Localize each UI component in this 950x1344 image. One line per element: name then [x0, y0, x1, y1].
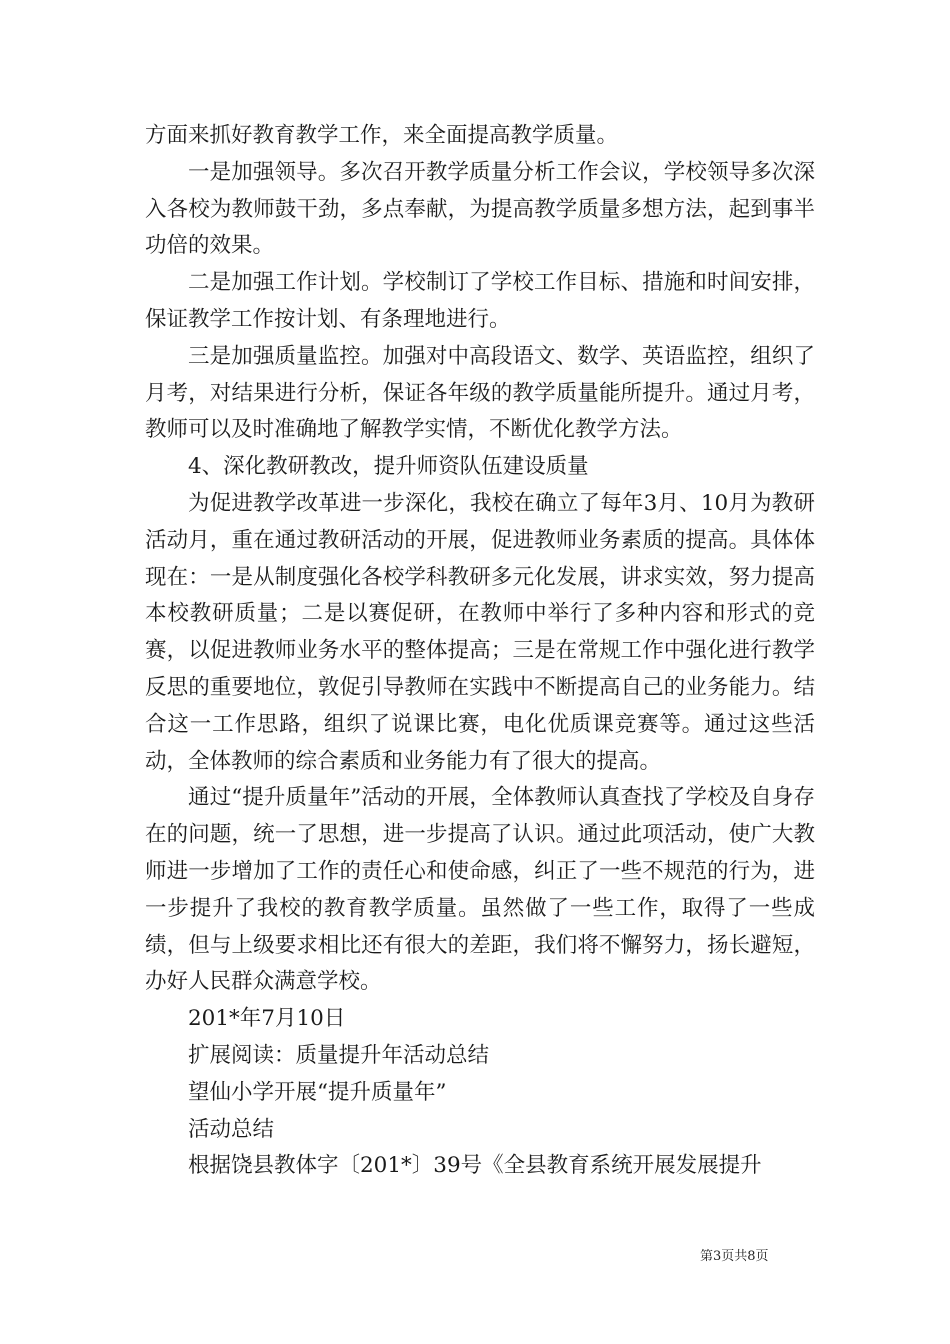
- section-heading: 4、深化教研教改，提升师资队伍建设质量: [188, 454, 589, 480]
- page-number: 第3页共8页: [700, 1249, 769, 1264]
- extended-reading-title: 扩展阅读：质量提升年活动总结: [188, 1042, 490, 1068]
- body-text: [145, 118, 815, 1185]
- paragraph: 二是加强工作计划。学校制订了学校工作目标、措施和时间安排，保证教学工作按计划、有条理地进行。: [145, 270, 815, 332]
- date-line: 201*年7月10日: [188, 1006, 346, 1032]
- paragraph: 方面来抓好教育教学工作，来全面提高教学质量。: [145, 123, 619, 148]
- sub-title: 活动总结: [188, 1116, 275, 1142]
- paragraph: 根据饶县教体字〔201*〕39号《全县教育系统开展发展提升: [188, 1153, 762, 1179]
- paragraph: 为促进教学改革进一步深化，我校在确立了每年3月、10月为教研活动月，重在通过教研活动的开展，促进教师业务素质的提高。具体体现在：一是从制度强化各校学科教研多元化发展，讲求实效，努力提高本校教研质量；二是以赛促研，在教师中举行了多种内容和形式的竞赛，以促进教师业务水平的整体提高；三是在常规工作中强化进行教学反思的重要地位，敦促引导教师在实践中不断提高自己的业务能力。结合这一工作思路，组织了说课比赛，电化优质课竞赛等。通过这些活动，全体教师的综合素质和业务能力有了很大的提高。: [145, 490, 815, 774]
- paragraph: 通过“提升质量年”活动的开展，全体教师认真查找了学校及自身存在的问题，统一了思想，进一步提高了认识。通过此项活动，使广大教师进一步增加了工作的责任心和使命感，纠正了一些不规范的行为，进一步提升了我校的教育教学质量。虽然做了一些工作，取得了一些成绩，但与上级要求相比还有很大的差距，我们将不懈努力，扬长避短，办好人民群众满意学校。: [145, 785, 815, 995]
- sub-title: 望仙小学开展“提升质量年”: [188, 1079, 447, 1105]
- paragraph: 三是加强质量监控。加强对中高段语文、数学、英语监控，组织了月考，对结果进行分析，保证各年级的教学质量能所提升。通过月考，教师可以及时准确地了解教学实情，不断优化教学方法。: [145, 343, 815, 443]
- paragraph: 一是加强领导。多次召开教学质量分析工作会议，学校领导多次深入各校为教师鼓干劲，多点奉献，为提高教学质量多想方法，起到事半功倍的效果。: [145, 159, 815, 259]
